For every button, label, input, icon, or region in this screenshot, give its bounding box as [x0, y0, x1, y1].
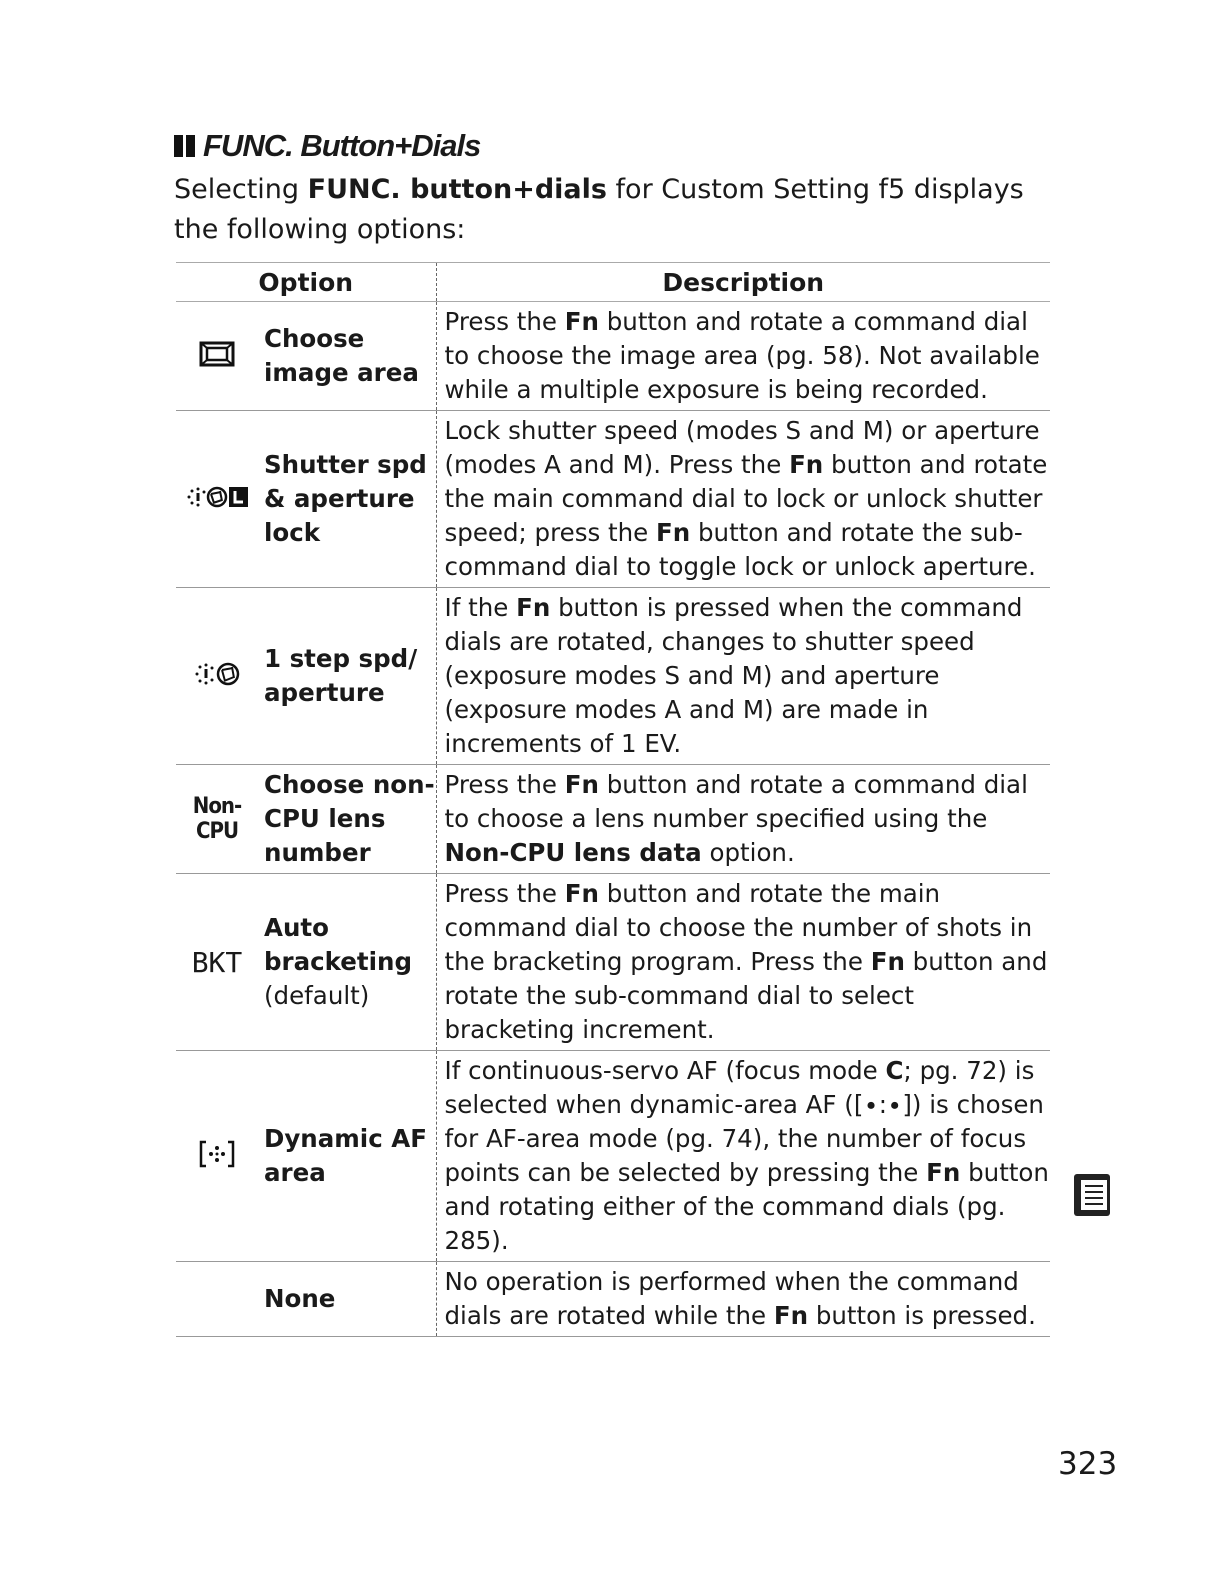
- description-cell: [436, 765, 1050, 874]
- option-label: Dynamic AF area: [264, 1124, 427, 1187]
- description-text: button and rotate the sub-command dial to toggle lock or unlock aperture.: [444, 518, 1036, 581]
- table-row: [176, 874, 1050, 1051]
- section-heading: [174, 128, 480, 164]
- table-row: [176, 765, 1050, 874]
- option-label: Choose image area: [264, 324, 419, 387]
- description-cell: [436, 874, 1050, 1051]
- table-row: [176, 411, 1050, 588]
- description-text: button and rotating either of the command dials (pg. 285).: [444, 1158, 1049, 1255]
- description-cell: [436, 1262, 1050, 1337]
- table-row: [176, 1262, 1050, 1337]
- description-text: button is pressed.: [808, 1301, 1036, 1330]
- row-icon-cell: [176, 1262, 258, 1337]
- option-label: None: [264, 1284, 336, 1313]
- row-icon-cell: [176, 411, 258, 588]
- section-title: FUNC. Button+Dials: [203, 128, 481, 163]
- description-bold-text: Fn: [564, 879, 599, 908]
- options-table: [176, 262, 1050, 1337]
- description-text: ) is chosen for AF-area mode (pg. 74), the number of focus points can be selected by pressing the: [444, 1090, 1044, 1187]
- description-text: button and rotate the sub-command dial to select bracketing increment.: [444, 947, 1048, 1044]
- image-area-icon: [199, 340, 235, 368]
- shutter-aperture-lock-icon: [185, 485, 249, 509]
- description-text: ; pg. 72) is selected when dynamic-area AF (: [444, 1056, 1035, 1119]
- row-icon-cell: [176, 874, 258, 1051]
- table-header-row: [176, 263, 1050, 302]
- option-label: Auto bracketing: [264, 913, 413, 976]
- option-cell: [258, 588, 436, 765]
- description-text: [∙:∙]: [853, 1090, 912, 1119]
- intro-paragraph: Selecting FUNC. button+dials for Custom Setting f5 displays the following options:: [174, 174, 1024, 245]
- option-label: Shutter spd & aperture lock: [264, 450, 427, 547]
- description-text: button and rotate the main command dial to choose the number of shots in the bracketing program. Press the: [444, 879, 1033, 976]
- step-spd-aperture-icon: [193, 661, 241, 687]
- description-cell: [436, 588, 1050, 765]
- page-number: 323: [1058, 1446, 1118, 1482]
- table-row: [176, 1051, 1050, 1262]
- option-label: 1 step spd/ aperture: [264, 644, 418, 707]
- description-text: button is pressed when the command dials are rotated, changes to shutter speed (exposure modes S and M) and aperture (exposure modes A and M) are made in increments of 1 EV.: [444, 593, 1023, 758]
- description-text: Lock shutter speed (modes S and M) or aperture (modes A and M). Press the: [444, 416, 1040, 479]
- description-bold-text: Non-CPU lens data: [444, 838, 702, 867]
- description-text: button and rotate a command dial to choose the image area (pg. 58). Not available while a multiple exposure is being recorded.: [444, 307, 1040, 404]
- option-cell: [258, 1051, 436, 1262]
- intro-setting-name: FUNC. button+dials: [307, 174, 607, 205]
- option-cell: [258, 302, 436, 411]
- description-text: Press the: [444, 879, 565, 908]
- row-icon-cell: [176, 588, 258, 765]
- description-text: Press the: [444, 307, 565, 336]
- row-icon-cell: [176, 1051, 258, 1262]
- row-icon-cell: [176, 765, 258, 874]
- description-bold-text: Fn: [926, 1158, 961, 1187]
- description-text: button and rotate a command dial to choose a lens number specified using the: [444, 770, 1028, 833]
- non-cpu-icon: Non-CPU: [192, 794, 242, 844]
- description-text: If the: [444, 593, 517, 622]
- description-bold-text: Fn: [564, 770, 599, 799]
- description-text: If continuous-servo AF (focus mode: [444, 1056, 886, 1085]
- description-cell: [436, 302, 1050, 411]
- bkt-icon: BKT: [191, 945, 243, 979]
- option-label: Choose non-CPU lens number: [264, 770, 435, 867]
- description-text: button and rotate the main command dial to lock or unlock shutter speed; press the: [444, 450, 1048, 547]
- header-option: Option: [176, 263, 436, 302]
- description-cell: [436, 1051, 1050, 1262]
- description-text: Press the: [444, 770, 565, 799]
- description-bold-text: C: [885, 1056, 904, 1085]
- section-marker-icon: [174, 135, 195, 157]
- option-cell: [258, 411, 436, 588]
- description-bold-text: Fn: [564, 307, 599, 336]
- description-bold-text: Fn: [516, 593, 551, 622]
- option-cell: [258, 874, 436, 1051]
- description-bold-text: Fn: [789, 450, 824, 479]
- dynamic-af-icon: [198, 1139, 236, 1169]
- description-bold-text: Fn: [870, 947, 905, 976]
- description-bold-text: Fn: [773, 1301, 809, 1330]
- option-cell: [258, 1262, 436, 1337]
- option-default-note: (default): [264, 981, 370, 1010]
- table-row: [176, 588, 1050, 765]
- description-bold-text: Fn: [656, 518, 691, 547]
- row-icon-cell: [176, 302, 258, 411]
- description-text: option.: [701, 838, 795, 867]
- table-row: [176, 302, 1050, 411]
- description-cell: [436, 411, 1050, 588]
- option-cell: [258, 765, 436, 874]
- description-text: No operation is performed when the command dials are rotated while the: [444, 1267, 1019, 1330]
- menu-tab-icon: [1072, 1172, 1112, 1218]
- header-description: Description: [436, 263, 1050, 302]
